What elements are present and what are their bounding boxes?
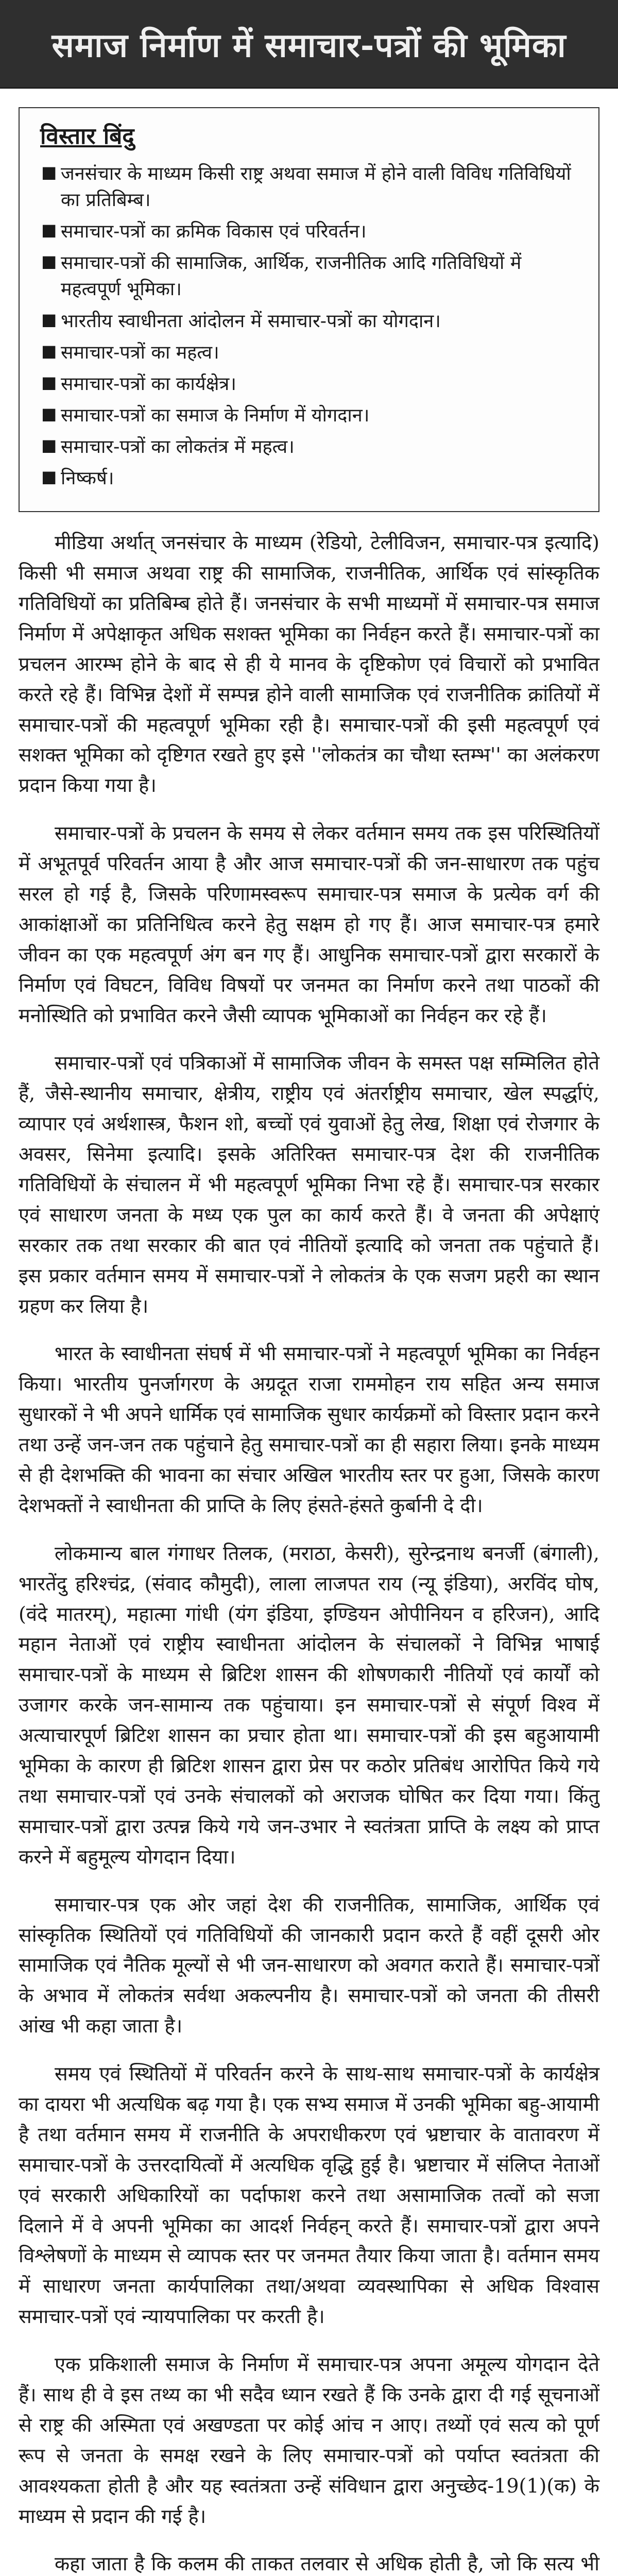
square-bullet-icon: ■ [41,372,57,392]
outline-item [41,340,578,366]
essay-content [0,89,618,2576]
essay-paragraph: समाचार-पत्रों के प्रचलन के समय से लेकर वर्तमान समय तक इस परिस्थितियों में अभूतपूर्व परिवर्तन आया है और आज समाचार-पत्रों की जन-साधारण तक पहुंच सरल हो गई है, जिसके परिणामस्वरूप समाचार-पत्र समाज के प्रत्येक वर्ग की आकांक्षाओं का प्रतिनिधित्व करने हेतु सक्षम हो गए हैं। आज समाचार-पत्र हमारे जीवन का एक महत्वपूर्ण अंग बन गए हैं। आधुनिक समाचार-पत्रों द्वारा सरकारों के निर्माण एवं विघटन, विविध विषयों पर जनमत का निर्माण करने तथा पाठकों की मनोस्थिति को प्रभावित करने जैसी व्यापक भूमिकाओं का निर्वहन कर रहे हैं। [19,822,599,1027]
outline-item [41,250,578,302]
essay-paragraph: समाचार-पत्र एक ओर जहां देश की राजनीतिक, सामाजिक, आर्थिक एवं सांस्कृतिक स्थितियों एवं गतिविधियों की जानकारी प्रदान करते हैं वहीं दूसरी ओर सामाजिक एवं नैतिक मूल्यों से भी जन-साधारण को अवगत कराते हैं। समाचार-पत्रों के अभाव में लोकतंत्र सर्वथा अकल्पनीय है। समाचार-पत्रों को जनता की तीसरी आंख भी कहा जाता है। [19,1893,599,2038]
outline-item [41,434,578,460]
outline-item-text: जनसंचार के माध्यम किसी राष्ट्र अथवा समाज में होने वाली विविध गतिविधियों का प्रतिबिम्ब। [61,163,571,211]
essay-paragraph: मीडिया अर्थात् जनसंचार के माध्यम (रेडियो, टेलीविजन, समाचार-पत्र इत्यादि) किसी भी समाज अथवा राष्ट्र की सामाजिक, राजनीतिक, आर्थिक एवं सांस्कृतिक गतिविधियों का प्रतिबिम्ब होते हैं। जनसंचार के सभी माध्यमों में समाचार-पत्र समाज निर्माण में अपेक्षाकृत अधिक सशक्त भूमिका का निर्वहन करते हैं। समाचार-पत्रों का प्रचलन आरम्भ होने के बाद से ही ये मानव के दृष्टिकोण एवं विचारों को प्रभावित करते रहे हैं। विभिन्न देशों में सम्पन्न होने वाली सामाजिक एवं राजनीतिक क्रांतियों में समाचार-पत्रों की महत्वपूर्ण भूमिका रही है। समाचार-पत्रों की इसी महत्वपूर्ण एवं सशक्त भूमिका को दृष्टिगत रखते हुए इसे ''लोकतंत्र का चौथा स्तम्भ'' का अलंकरण प्रदान किया गया है। [19,531,599,797]
square-bullet-icon: ■ [41,251,57,272]
outline-heading: विस्तार बिंदु [40,123,134,149]
outline-item-text: भारतीय स्वाधीनता आंदोलन में समाचार-पत्रों का योगदान। [61,310,441,332]
square-bullet-icon: ■ [41,162,57,182]
outline-item [41,308,578,334]
square-bullet-icon: ■ [41,220,57,240]
outline-box [19,107,599,512]
outline-item [41,465,578,492]
square-bullet-icon: ■ [41,403,57,423]
essay-paragraph: समय एवं स्थितियों में परिवर्तन करने के साथ-साथ समाचार-पत्रों के कार्यक्षेत्र का दायरा भी अत्यधिक बढ़ गया है। एक सभ्य समाज में उनकी भूमिका बहु-आयामी है तथा वर्तमान समय में राजनीति के अपराधीकरण एवं भ्रष्टाचार के वातावरण में समाचार-पत्रों के उत्तरदायित्वों में अत्यधिक वृद्धि हुई है। भ्रष्टाचार में संलिप्त नेताओं एवं सरकारी अधिकारियों का पर्दाफाश करने तथा असामाजिक तत्वों को सजा दिलाने में वे अपनी भूमिका का आदर्श निर्वहन् करते हैं। समाचार-पत्रों द्वारा अपने विश्लेषणों के माध्यम से व्यापक स्तर पर जनमत तैयार किया जाता है। वर्तमान समय में साधारण जनता कार्यपालिका तथा/अथवा व्यवस्थापिका से अधिक विश्वास समाचार-पत्रों एवं न्यायपालिका पर करती है। [19,2062,600,2328]
page-title: समाज निर्माण में समाचार-पत्रों की भूमिका [52,26,566,65]
essay-paragraph: एक प्रकिशाली समाज के निर्माण में समाचार-पत्र अपना अमूल्य योगदान देते हैं। साथ ही वे इस तथ्य का भी सदैव ध्यान रखते हैं कि उनके द्वारा दी गई सूचनाओं से राष्ट्र की अस्मिता एवं अखण्डता पर कोई आंच न आए। तथ्यों एवं सत्य को पूर्ण रूप से जनता के समक्ष रखने के लिए समाचार-पत्रों को पर्याप्त स्वतंत्रता की आवश्यकता होती है और यह स्वतंत्रता उन्हें संविधान द्वारा अनुच्छेद-19(1)(क) के माध्यम से प्रदान की गई है। [19,2353,599,2528]
outline-item-text: समाचार-पत्रों का महत्व। [61,342,219,363]
title-banner [0,0,618,89]
outline-item [41,402,578,429]
square-bullet-icon: ■ [41,467,57,487]
essay-paragraph: लोकमान्य बाल गंगाधर तिलक, (मराठा, केसरी), सुरेन्द्रनाथ बनर्जी (बंगाली), भारतेंदु हरिश्चंद्र, (संवाद कौमुदी), लाला लाजपत राय (न्यू इंडिया), अरविंद घोष, (वंदे मातरम्), महात्मा गांधी (यंग इंडिया, इण्डियन ओपीनियन व हरिजन), आदि महान नेताओं एवं राष्ट्रीय स्वाधीनता आंदोलन के संचालकों ने विभिन्न भाषाई समाचार-पत्रों के माध्यम से ब्रिटिश शासन की शोषणकारी नीतियों एवं कार्यों को उजागर करके जन-सामान्य तक पहुंचाया। इन समाचार-पत्रों से संपूर्ण विश्व में अत्याचारपूर्ण ब्रिटिश शासन का प्रचार होता था। समाचार-पत्रों की इस बहुआयामी भूमिका के कारण ही ब्रिटिश शासन द्वारा प्रेस पर कठोर प्रतिबंध आरोपित किये गये तथा समाचार-पत्रों एवं उनके संचालकों को अराजक घोषित कर दिया गया। किंतु समाचार-पत्रों द्वारा उत्पन्न किये गये जन-उभार ने स्वतंत्रता प्राप्ति के लक्ष्य को प्राप्त करने में बहुमूल्य योगदान दिया। [19,1541,599,1868]
outline-item-text: समाचार-पत्रों का कार्यक्षेत्र। [61,373,236,395]
essay-paragraph: भारत के स्वाधीनता संघर्ष में भी समाचार-पत्रों ने महत्वपूर्ण भूमिका का निर्वहन किया। भारतीय पुनर्जागरण के अग्रदूत राजा राममोहन राय सहित अन्य समाज सुधारकों ने भी अपने धार्मिक एवं सामाजिक सुधार कार्यक्रमों को विस्तार प्रदान करने तथा उन्हें जन-जन तक पहुंचाने हेतु समाचार-पत्रों का ही सहारा लिया। इनके माध्यम से ही देशभक्ति की भावना का संचार अखिल भारतीय स्तर पर हुआ, जिसके कारण देशभक्तों ने स्वाधीनता की प्राप्ति के लिए हंसते-हंसते कुर्बानी दे दी। [19,1342,599,1517]
outline-item-text: समाचार-पत्रों की सामाजिक, आर्थिक, राजनीतिक आदि गतिविधियों में महत्वपूर्ण भूमिका। [61,252,522,300]
outline-item-text: समाचार-पत्रों का लोकतंत्र में महत्व। [61,436,295,457]
square-bullet-icon: ■ [41,309,57,329]
outline-item-text: समाचार-पत्रों का क्रमिक विकास एवं परिवर्तन। [61,221,367,243]
outline-list [40,161,578,492]
square-bullet-icon: ■ [41,435,57,455]
essay-paragraph: समाचार-पत्रों एवं पत्रिकाओं में सामाजिक जीवन के समस्त पक्ष सम्मिलित होते हैं, जैसे-स्थानीय समाचार, क्षेत्रीय, राष्ट्रीय एवं अंतर्राष्ट्रीय समाचार, खेल स्पर्द्धाएं, व्यापार एवं अर्थशास्त्र, फैशन शो, बच्चों एवं युवाओं हेतु लेख, शिक्षा एवं रोजगार के अवसर, सिनेमा इत्यादि। इसके अतिरिक्त समाचार-पत्र देश की राजनीतिक गतिविधियों के संचालन में भी महत्वपूर्ण भूमिका निभा रहे हैं। समाचार-पत्र सरकार एवं साधारण जनता के मध्य एक पुल का कार्य करते हैं। वे जनता की अपेक्षाएं सरकार तक तथा सरकार की बात एवं नीतियों इत्यादि को जनता तक पहुंचाते हैं। इस प्रकार वर्तमान समय में समाचार-पत्रों ने लोकतंत्र के एक सजग प्रहरी का स्थान ग्रहण कर लिया है। [19,1052,599,1317]
outline-item-text: निष्कर्ष। [61,468,114,489]
outline-item [41,371,578,397]
square-bullet-icon: ■ [41,341,57,361]
outline-item-text: समाचार-पत्रों का समाज के निर्माण में योगदान। [61,404,370,426]
essay-paragraph: कहा जाता है कि कलम की ताकत तलवार से अधिक होती है, जो कि सत्य भी [55,2552,599,2575]
outline-item [41,218,578,245]
outline-item [41,161,578,213]
